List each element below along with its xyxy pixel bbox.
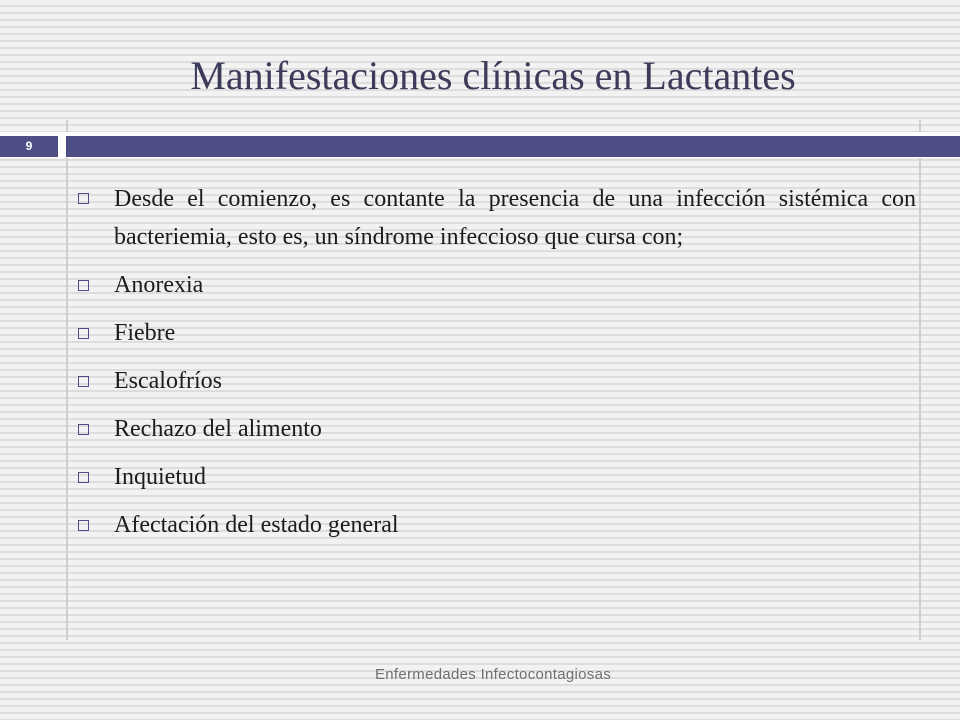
bullet-text: Rechazo del alimento bbox=[114, 416, 322, 442]
square-bullet-icon bbox=[78, 376, 89, 387]
bullet-list bbox=[74, 180, 916, 556]
bullet-item bbox=[74, 180, 916, 256]
bullet-item bbox=[74, 412, 916, 447]
bullet-item bbox=[74, 460, 916, 495]
square-bullet-icon bbox=[78, 328, 89, 339]
slide-title: Manifestaciones clínicas en Lactantes bbox=[190, 53, 796, 98]
bullet-item bbox=[74, 316, 916, 351]
bullet-text: Inquietud bbox=[114, 464, 206, 490]
frame-line-right bbox=[919, 120, 921, 640]
bullet-item bbox=[74, 268, 916, 303]
header-accent-bar bbox=[66, 136, 960, 157]
bullet-text: Escalofríos bbox=[114, 368, 222, 394]
bullet-text: Afectación del estado general bbox=[114, 512, 399, 538]
bullet-text: Anorexia bbox=[114, 272, 204, 298]
bullet-text: Fiebre bbox=[114, 320, 176, 346]
frame-line-left bbox=[66, 120, 68, 640]
square-bullet-icon bbox=[78, 472, 89, 483]
square-bullet-icon bbox=[78, 424, 89, 435]
bullet-text: Desde el comienzo, es contante la presencia de una infección sistémica con bacteriemia, esto es, un síndrome infeccioso que cursa con; bbox=[114, 186, 916, 250]
slide-footer: Enfermedades Infectocontagiosas bbox=[374, 666, 612, 683]
square-bullet-icon bbox=[78, 520, 89, 531]
square-bullet-icon bbox=[78, 280, 89, 291]
slide-number: 9 bbox=[25, 139, 33, 153]
bullet-item bbox=[74, 508, 916, 543]
bullet-item bbox=[74, 364, 916, 399]
square-bullet-icon bbox=[78, 193, 89, 204]
